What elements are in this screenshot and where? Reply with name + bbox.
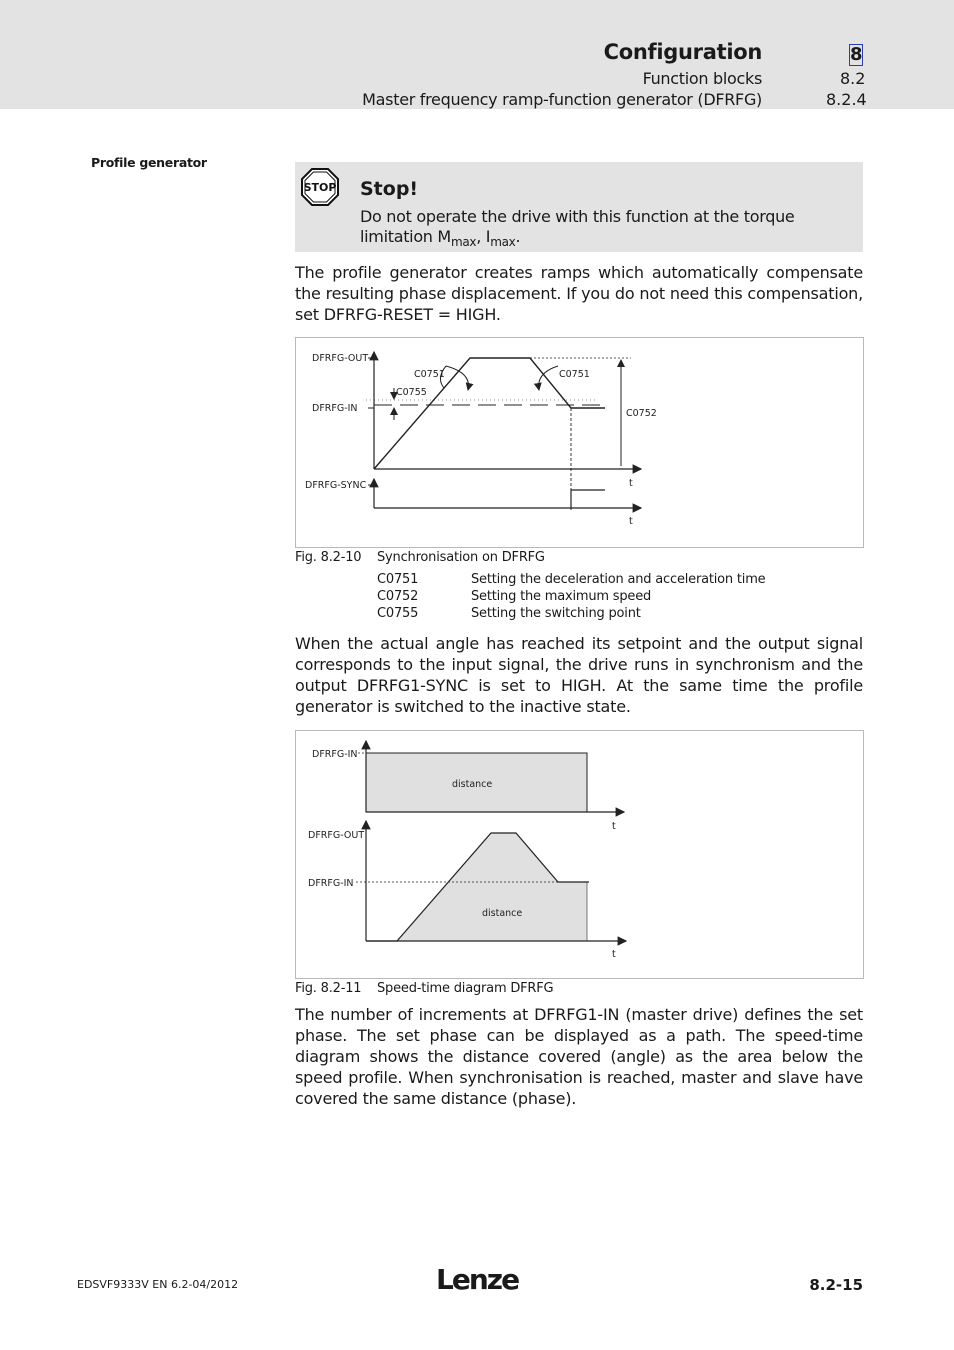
stop-text: [360, 207, 863, 252]
label-dfrfg-out-bottom: DFRFG-OUT: [308, 830, 365, 841]
speed-time-diagram: [296, 731, 865, 980]
stop-text-mid: , I: [476, 227, 491, 246]
label-t-top: t: [612, 821, 616, 832]
legend-code-1: C0751: [377, 572, 419, 587]
footer-document-id: EDSVF9333V EN 6.2-04/2012: [77, 1278, 239, 1291]
c0751-left-curve-arrow: [446, 366, 469, 390]
label-c0755: C0755: [396, 387, 427, 398]
stop-warning-box: [295, 162, 863, 252]
c0751-right-curve-arrow: [539, 366, 558, 390]
label-t-lower: t: [629, 516, 633, 527]
paragraph-sync: When the actual angle has reached its setpoint and the output signal corresponds to the input signal, the drive runs in synchronism and the output DFRFG1-SYNC is set to HIGH. At the same time the profile generator is switched to the inactive state.: [295, 634, 863, 716]
label-distance-top: distance: [452, 779, 493, 790]
legend-desc-1: Setting the deceleration and acceleration time: [471, 572, 766, 587]
section-title: Function blocks: [642, 69, 762, 88]
label-c0752: C0752: [626, 408, 657, 419]
sync-signal-step: [571, 490, 605, 508]
stop-sign-icon: [300, 167, 340, 207]
legend-desc-2: Setting the maximum speed: [471, 589, 652, 604]
figure1-caption-text: Synchronisation on DFRFG: [377, 550, 545, 565]
label-c0751-left: C0751: [414, 369, 445, 380]
label-t-bottom: t: [612, 949, 616, 960]
label-t-upper: t: [629, 478, 633, 489]
chapter-title: Configuration: [603, 40, 762, 64]
stop-heading: Stop!: [360, 178, 419, 200]
figure-speed-time: [295, 730, 864, 979]
label-dfrfg-in-top: DFRFG-IN: [312, 749, 358, 760]
label-distance-bottom: distance: [482, 908, 523, 919]
stop-icon-label: STOP: [303, 181, 337, 194]
stop-sub-max2: max: [490, 235, 516, 250]
label-dfrfg-sync: DFRFG-SYNC: [305, 480, 367, 491]
footer-page-number: 8.2-15: [809, 1276, 863, 1294]
label-c0751-right: C0751: [559, 369, 590, 380]
distance-area-bottom: [397, 833, 587, 941]
label-dfrfg-out: DFRFG-OUT: [312, 353, 369, 364]
section-number: 8.2: [840, 69, 866, 88]
label-dfrfg-in-bottom: DFRFG-IN: [308, 878, 354, 889]
legend-desc-3: Setting the switching point: [471, 606, 641, 621]
stop-text-main: Do not operate the drive with this function at the torque limitation M: [360, 207, 795, 246]
legend-code-3: C0755: [377, 606, 419, 621]
stop-sub-max1: max: [450, 235, 477, 250]
figure2-caption-text: Speed-time diagram DFRFG: [377, 981, 554, 996]
paragraph-intro: The profile generator creates ramps which automatically compensate the resulting phase displacement. If you do not need this compensation, set DFRFG-RESET = HIGH.: [295, 263, 863, 324]
margin-heading: Profile generator: [91, 155, 207, 170]
subsection-number: 8.2.4: [826, 90, 867, 109]
synchronisation-diagram: [296, 338, 865, 549]
lenze-logo: Lenze: [436, 1263, 519, 1296]
stop-text-end: .: [515, 227, 521, 246]
figure1-caption-number: Fig. 8.2-10: [295, 550, 362, 565]
figure2-caption-number: Fig. 8.2-11: [295, 981, 362, 996]
paragraph-phase: The number of increments at DFRFG1-IN (master drive) defines the set phase. The set phase can be displayed as a path. The speed-time diagram shows the distance covered (angle) as the area below the speed profile. When synchronisation is reached, master and slave have covered the same distance (phase).: [295, 1005, 863, 1108]
subsection-title: Master frequency ramp-function generator (DFRFG): [362, 90, 762, 109]
label-dfrfg-in: DFRFG-IN: [312, 403, 358, 414]
chapter-number-badge: 8: [850, 44, 863, 65]
legend-code-2: C0752: [377, 589, 419, 604]
figure-synchronisation: [295, 337, 864, 548]
